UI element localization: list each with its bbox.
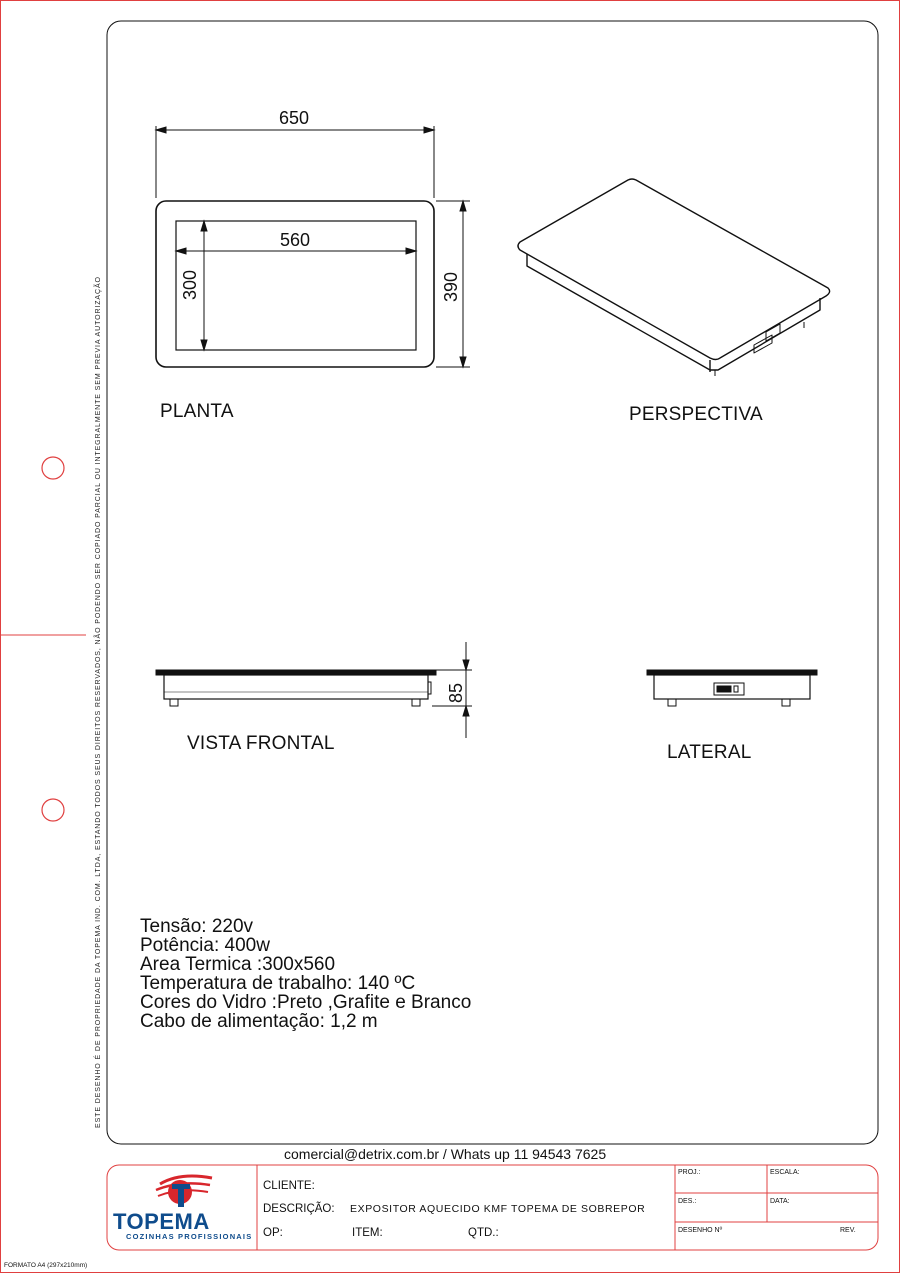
front-view-label: VISTA FRONTAL	[187, 733, 335, 754]
spec-voltage: Tensão: 220v	[140, 916, 254, 937]
item-label: ITEM:	[352, 1227, 383, 1239]
escala-label: ESCALA:	[770, 1169, 800, 1176]
side-view-label: LATERAL	[667, 742, 752, 763]
spec-power-cable: Cabo de alimentação: 1,2 m	[140, 1011, 378, 1032]
desenho-numero-label: DESENHO Nº	[678, 1227, 723, 1234]
cliente-label: CLIENTE:	[263, 1180, 315, 1192]
topema-logo-icon	[150, 1172, 220, 1212]
specifications-list	[140, 917, 471, 1031]
dim-300-label: 300	[180, 269, 200, 300]
descricao-value: EXPOSITOR AQUECIDO KMF TOPEMA DE SOBREPOR	[350, 1203, 646, 1215]
spec-temperature: Temperatura de trabalho: 140 ºC	[140, 973, 416, 994]
descricao-label: DESCRIÇÃO:	[263, 1203, 335, 1215]
logo-name: TOPEMA	[113, 1209, 210, 1234]
des-label: DES.:	[678, 1198, 697, 1205]
front-view-drawing	[150, 640, 480, 740]
copyright-note: ESTE DESENHO É DE PROPRIEDADE DA TOPEMA IND. COM. LTDA, ESTANDO TODOS SEUS DIREITOS RESERVADOS, NÃO PODENDO SER COPIADO PARCIAL OU INTEGRALMENTE SEM PREVIA AUTORIZAÇÃO	[95, 276, 102, 1128]
spec-glass-colors: Cores do Vidro :Preto ,Grafite e Branco	[140, 992, 472, 1013]
perspective-view-drawing	[510, 170, 840, 385]
dim-85-label: 85	[446, 682, 466, 703]
dim-560-label: 560	[280, 230, 311, 250]
plan-view-label: PLANTA	[160, 401, 234, 422]
qtd-label: QTD.:	[468, 1227, 499, 1239]
spec-power: Potência: 400w	[140, 935, 270, 956]
perspective-view-label: PERSPECTIVA	[629, 404, 763, 425]
format-note: FORMATO A4 (297x210mm)	[4, 1262, 88, 1269]
proj-label: PROJ.:	[678, 1169, 701, 1176]
side-view-drawing	[640, 660, 825, 715]
contact-line: comercial@detrix.com.br / Whats up 11 94543 7625	[284, 1146, 607, 1162]
spec-thermal-area: Area Termica :300x560	[140, 954, 336, 975]
logo-tagline: COZINHAS PROFISSIONAIS	[126, 1232, 253, 1241]
dim-390-label: 390	[441, 271, 461, 302]
dim-650-label: 650	[279, 108, 310, 128]
op-label: OP:	[263, 1227, 283, 1239]
rev-label: REV.	[840, 1227, 856, 1234]
data-label: DATA:	[770, 1198, 790, 1205]
